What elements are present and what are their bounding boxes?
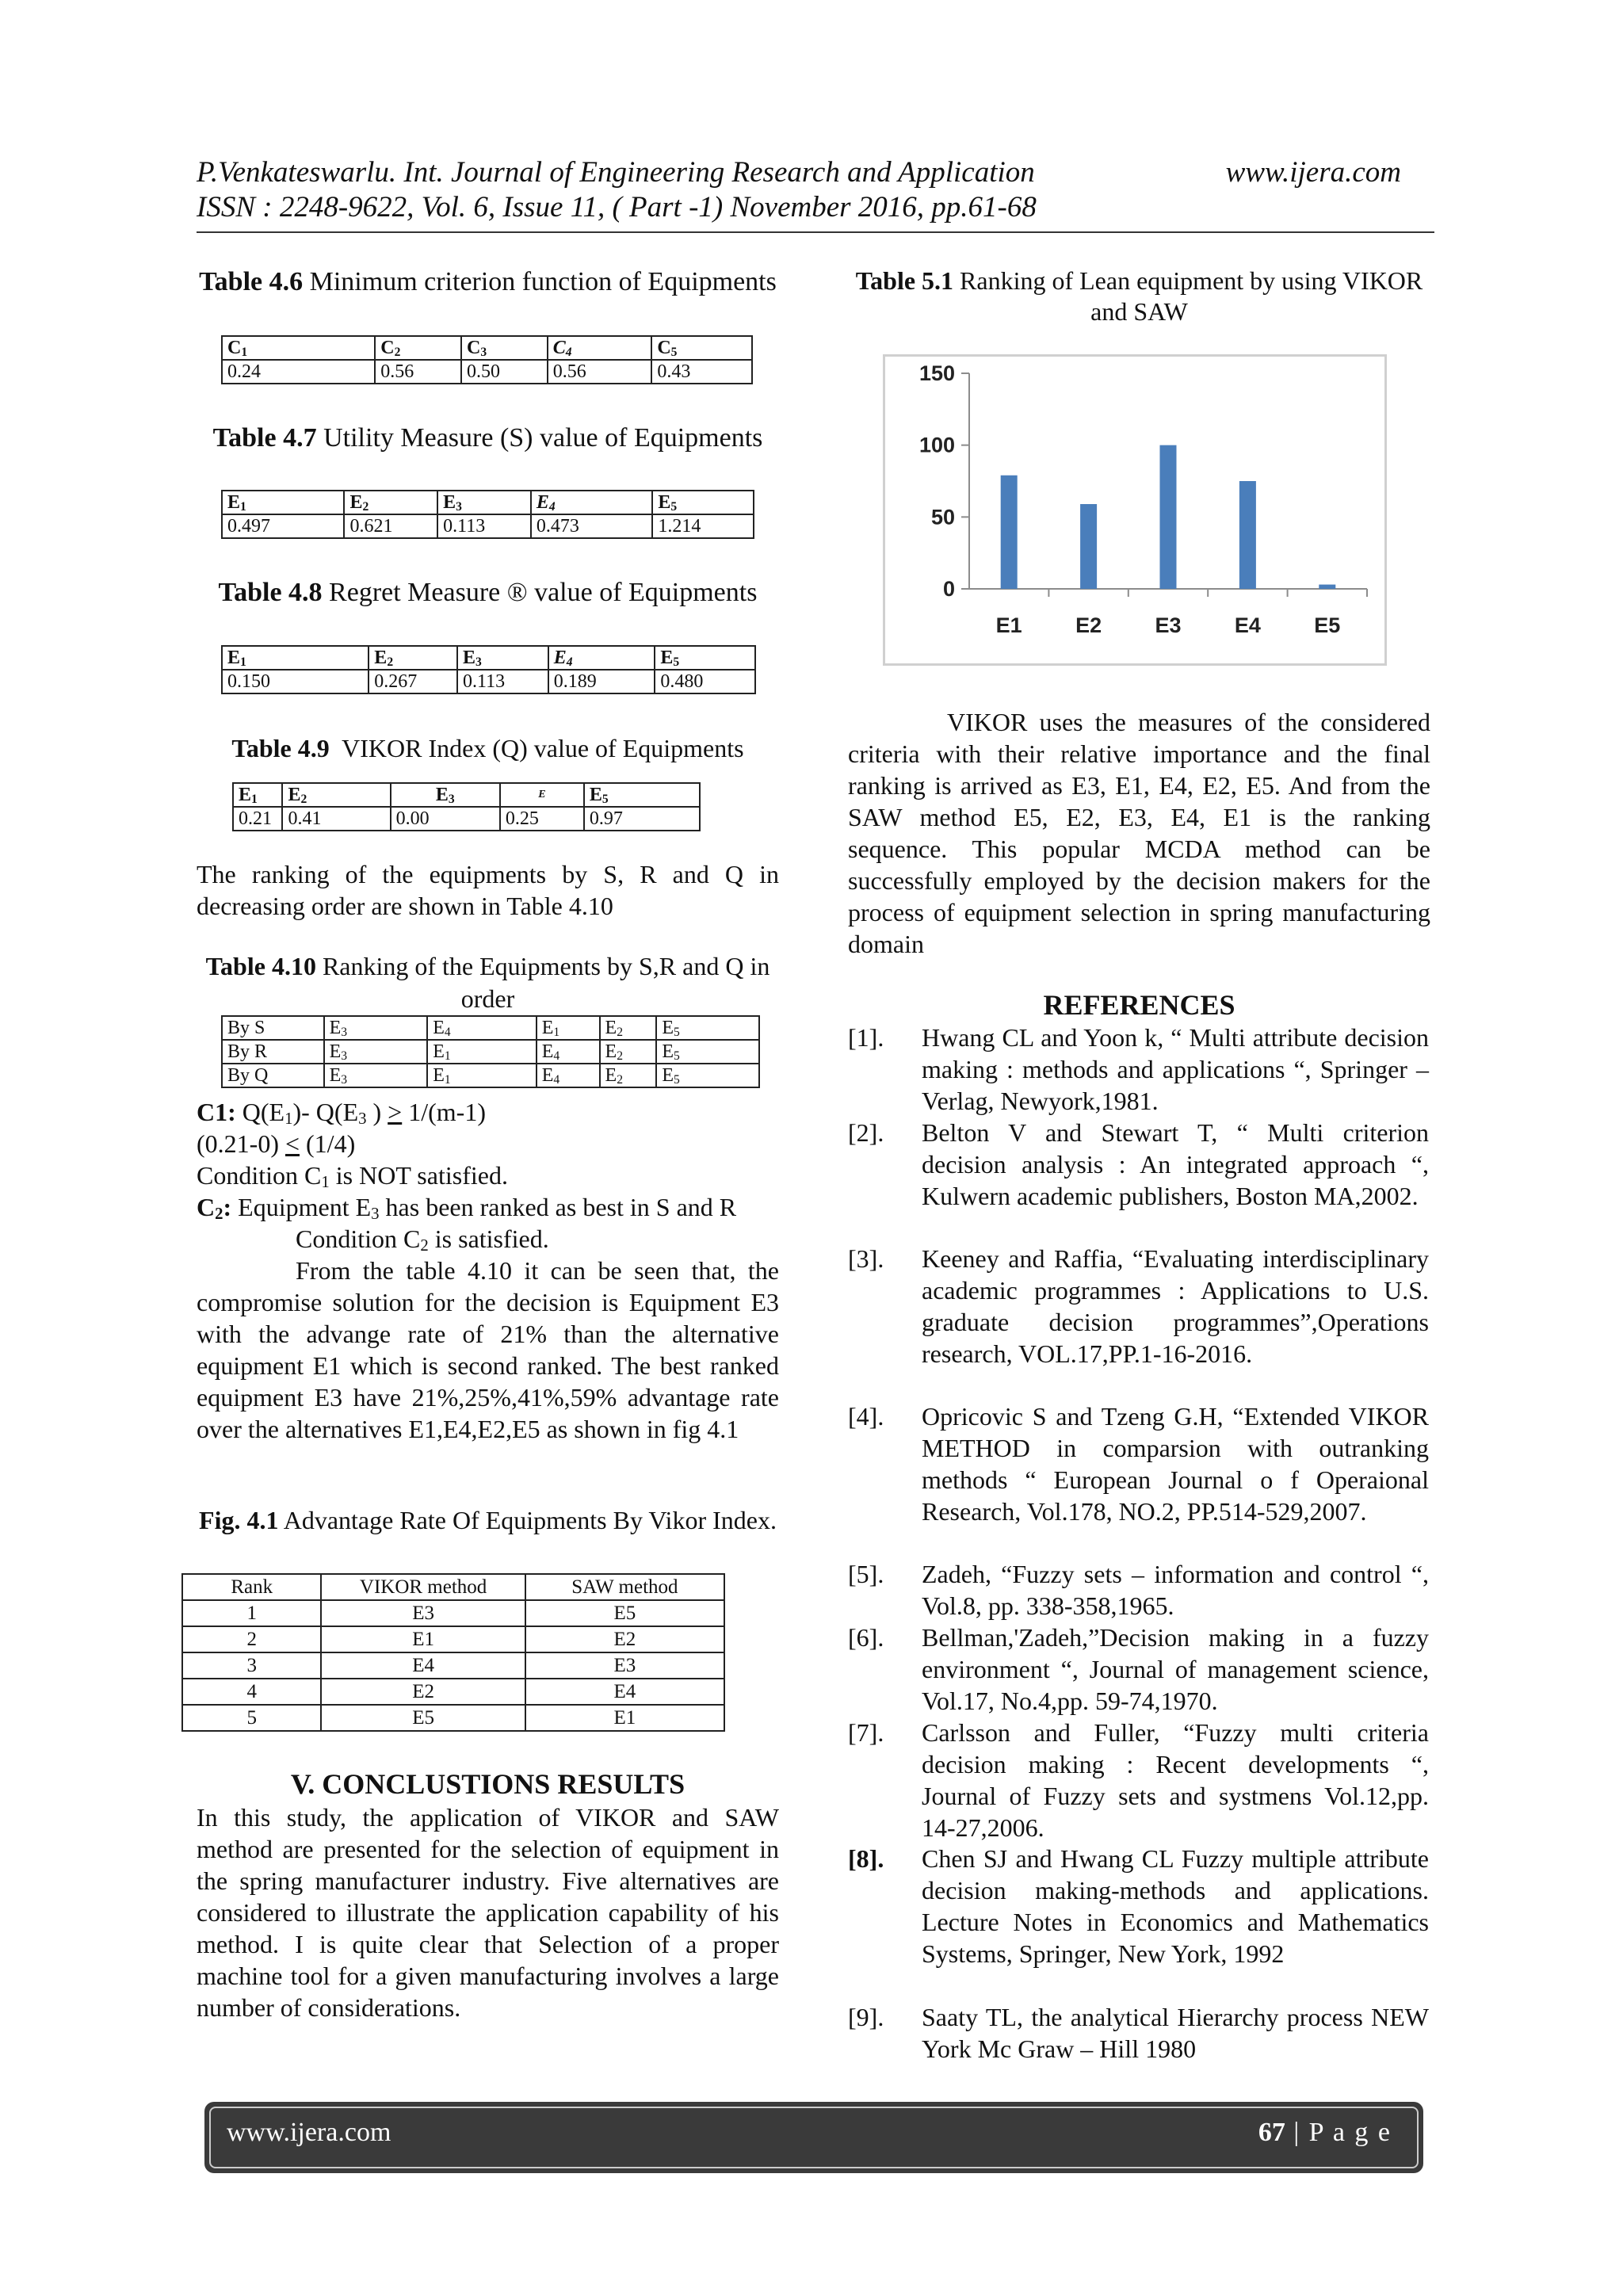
conclusion-heading: V. CONCLUSTIONS RESULTS — [290, 1768, 685, 1800]
table-cell: 0.56 — [375, 360, 461, 384]
page-footer — [204, 2102, 1423, 2173]
table-cell: $E_2$ — [600, 1016, 657, 1040]
table-cell: 0.189 — [548, 670, 655, 693]
header-c3: $C_3$ — [461, 336, 548, 360]
header-e1: $E_1$ — [222, 491, 344, 514]
table-cell: 0.50 — [461, 360, 548, 384]
table-cell: E5 — [525, 1600, 724, 1626]
y-tick-label: 150 — [918, 361, 955, 385]
table-cell: $E_2$ — [600, 1040, 657, 1064]
table-header-row — [222, 646, 755, 670]
table-cell: 1.214 — [652, 514, 754, 538]
ranking-bar-chart — [883, 354, 1387, 666]
table-cell: $E_4$ — [537, 1064, 600, 1087]
bar-e1 — [1001, 476, 1018, 589]
table-row — [222, 1064, 759, 1087]
x-tick-label: E4 — [1234, 613, 1261, 637]
table-cell: $E_1$ — [537, 1016, 600, 1040]
table-4-9 — [232, 782, 701, 831]
header-c5: $C_5$ — [651, 336, 752, 360]
header-e4: $E_4$ — [548, 646, 655, 670]
table-cell: E4 — [321, 1652, 525, 1679]
table-cell: E1 — [321, 1626, 525, 1652]
table-row — [222, 360, 752, 384]
table-cell: 0.56 — [548, 360, 652, 384]
table-header-row — [222, 336, 752, 360]
table-row — [233, 807, 700, 831]
table-cell: 0.25 — [500, 807, 584, 831]
table-cell: 0.113 — [457, 670, 548, 693]
header-e3: $E_3$ — [457, 646, 548, 670]
table-row — [182, 1679, 724, 1705]
header-e3: $E_3$ — [437, 491, 531, 514]
table-cell: $E_5$ — [656, 1016, 759, 1040]
table-4-7-caption: Table 4.7 Utility Measure (S) value of Equipments — [212, 423, 763, 453]
chart-svg — [885, 357, 1384, 663]
table-cell: E2 — [321, 1679, 525, 1705]
table-cell: 0.113 — [437, 514, 531, 538]
table-4-8-caption: Table 4.8 Regret Measure ® value of Equipments — [218, 578, 758, 607]
table-cell: 0.97 — [584, 807, 700, 831]
table-cell: $E_2$ — [600, 1064, 657, 1087]
header-c2: $C_2$ — [375, 336, 461, 360]
table-cell: E5 — [321, 1705, 525, 1731]
header-saw: SAW method — [525, 1574, 724, 1600]
table-cell: $E_3$ — [324, 1064, 428, 1087]
table-4-8 — [221, 645, 756, 694]
table-cell: E3 — [525, 1652, 724, 1679]
x-tick-label: E2 — [1075, 613, 1102, 637]
bar-e2 — [1080, 504, 1097, 589]
header-e5: $E_5$ — [584, 783, 700, 807]
table-cell: 0.267 — [369, 670, 457, 693]
references-heading: REFERENCES — [1043, 989, 1235, 1021]
table-row — [182, 1600, 724, 1626]
table-header-row — [233, 783, 700, 807]
y-tick-label: 50 — [930, 505, 955, 529]
page-word: | P a g e — [1293, 2118, 1392, 2147]
page-number: 67 — [1258, 2118, 1285, 2147]
table-cell: 1 — [182, 1600, 321, 1626]
table-4-9-caption: Table 4.9 VIKOR Index (Q) value of Equipments — [231, 734, 744, 762]
x-tick-label: E3 — [1155, 613, 1182, 637]
journal-citation: P.Venkateswarlu. Int. Journal of Engineering Research and Application — [197, 156, 1035, 189]
table-row — [182, 1626, 724, 1652]
header-e2: $E_2$ — [369, 646, 457, 670]
header-e1: $E_1$ — [233, 783, 282, 807]
condition-c1: C1: $Q(E_1)-$ $Q(E_3$ ) > 1/(m-1) — [197, 1098, 486, 1129]
condition-c1-calc: (0.21-0) < (1/4) — [197, 1129, 356, 1158]
table-cell: 2 — [182, 1626, 321, 1652]
table-cell: $E_1$ — [427, 1040, 537, 1064]
header-rank: Rank — [182, 1574, 321, 1600]
journal-issn: ISSN : 2248-9622, Vol. 6, Issue 11, ( Part -1) November 2016, pp.61-68 — [197, 191, 1037, 223]
header-e2: $E_2$ — [344, 491, 437, 514]
journal-website: www.ijera.com — [1225, 156, 1401, 189]
header-vikor: VIKOR method — [321, 1574, 525, 1600]
table-4-10 — [221, 1015, 760, 1088]
table-cell: $E_5$ — [656, 1064, 759, 1087]
table-row — [222, 1016, 759, 1040]
ranking-paragraph: The ranking of the equipments by S, R and Q in decreasing order are shown in Table 4.10 — [197, 860, 779, 920]
conditions-block — [197, 1096, 779, 1255]
table-cell: 0.497 — [222, 514, 344, 538]
table-cell: 0.21 — [233, 807, 282, 831]
bar-e3 — [1160, 445, 1177, 589]
table-row — [182, 1705, 724, 1731]
condition-c2: $C_2$: Equipment $E_3$ has been ranked as best in S and R — [197, 1193, 737, 1224]
header-e4: E — [500, 783, 584, 807]
table-4-10-caption: Table 4.10 Ranking of the Equipments by S,R and Q in order — [205, 952, 770, 1013]
compromise-paragraph: From the table 4.10 it can be seen that, the compromise solution for the decision is Equipment E3 with the advange rate of 21% than the alternative equipment E1 which is second ranked. The best ranked equipment E3 have 21%,25%,41%,59% advantage rate over the alternatives E1,E4,E2,E5 as shown in fig 4.1 — [197, 1256, 779, 1443]
table-4-6 — [221, 335, 753, 384]
table-5-1-caption: Table 5.1 Ranking of Lean equipment by using VIKOR and SAW — [855, 266, 1423, 326]
table-cell: $E_5$ — [656, 1040, 759, 1064]
table-cell: 0.00 — [391, 807, 500, 831]
bar-e5 — [1319, 585, 1335, 589]
condition-c1-result: Condition $C_1$ is NOT satisfied. — [197, 1161, 508, 1192]
table-cell: 0.480 — [655, 670, 755, 693]
table-cell: 0.43 — [651, 360, 752, 384]
table-cell: $E_3$ — [324, 1016, 428, 1040]
table-4-7 — [221, 490, 754, 539]
header-e3: $E_3$ — [391, 783, 500, 807]
table-cell: 3 — [182, 1652, 321, 1679]
table-header-row — [222, 491, 754, 514]
vikor-paragraph: VIKOR uses the measures of the considered criteria with their relative importance and the final ranking is arrived as E3, E1, E4, E2, E5. And from the SAW method E5, E2, E3, E4, E1 is the ranking sequence. This popular MCDA method can be successfully employed by the decision makers for the process of equipment selection in spring manufacturing domain — [848, 708, 1430, 958]
table-cell: 0.150 — [222, 670, 369, 693]
condition-c2-result: Condition $C_2$ is satisfied. — [296, 1224, 549, 1255]
table-cell: $E_4$ — [427, 1016, 537, 1040]
footer-page-number — [1258, 2118, 1392, 2148]
fig-4-1-caption: Fig. 4.1 Advantage Rate Of Equipments By Vikor Index. — [199, 1506, 777, 1534]
journal-header — [197, 155, 1401, 190]
table-cell: $E_1$ — [427, 1064, 537, 1087]
row-label: By Q — [222, 1064, 324, 1087]
row-label: By R — [222, 1040, 324, 1064]
table-cell: $E_3$ — [324, 1040, 428, 1064]
table-cell: E4 — [525, 1679, 724, 1705]
header-e5: $E_5$ — [655, 646, 755, 670]
table-cell: 0.41 — [282, 807, 390, 831]
row-label: By S — [222, 1016, 324, 1040]
table-cell: 0.621 — [344, 514, 437, 538]
table-cell: E3 — [321, 1600, 525, 1626]
header-e5: $E_5$ — [652, 491, 754, 514]
table-cell: 4 — [182, 1679, 321, 1705]
table-cell: 0.24 — [222, 360, 375, 384]
table-row — [182, 1652, 724, 1679]
x-tick-label: E1 — [995, 613, 1022, 637]
table-header-row — [182, 1574, 724, 1600]
header-c1: $C_1$ — [222, 336, 375, 360]
table-cell: 5 — [182, 1705, 321, 1731]
header-e4: $E_4$ — [531, 491, 652, 514]
y-tick-label: 100 — [918, 433, 955, 457]
header-e2: $E_2$ — [282, 783, 390, 807]
table-cell: E2 — [525, 1626, 724, 1652]
conclusion-paragraph: In this study, the application of VIKOR and SAW method are presented for the selection of equipment in the spring manufacturer industry. Five alternatives are considered to illustrate the application capability of his method. I is quite clear that Selection of a proper machine tool for a given manufacturing involves a large number of considerations. — [197, 1803, 779, 2022]
table-cell: $E_4$ — [537, 1040, 600, 1064]
bar-e4 — [1239, 481, 1256, 589]
header-c4: $C_4$ — [548, 336, 652, 360]
table-cell: 0.473 — [531, 514, 652, 538]
table-row — [222, 670, 755, 693]
footer-url: www.ijera.com — [227, 2118, 391, 2147]
y-tick-label: 0 — [942, 577, 955, 601]
table-row — [222, 514, 754, 538]
table-cell: E1 — [525, 1705, 724, 1731]
table-4-6-caption: Table 4.6 Minimum criterion function of Equipments — [199, 267, 777, 296]
table-row — [222, 1040, 759, 1064]
header-rule — [197, 231, 1434, 233]
x-tick-label: E5 — [1314, 613, 1341, 637]
header-e1: $E_1$ — [222, 646, 369, 670]
rank-table — [181, 1573, 725, 1732]
